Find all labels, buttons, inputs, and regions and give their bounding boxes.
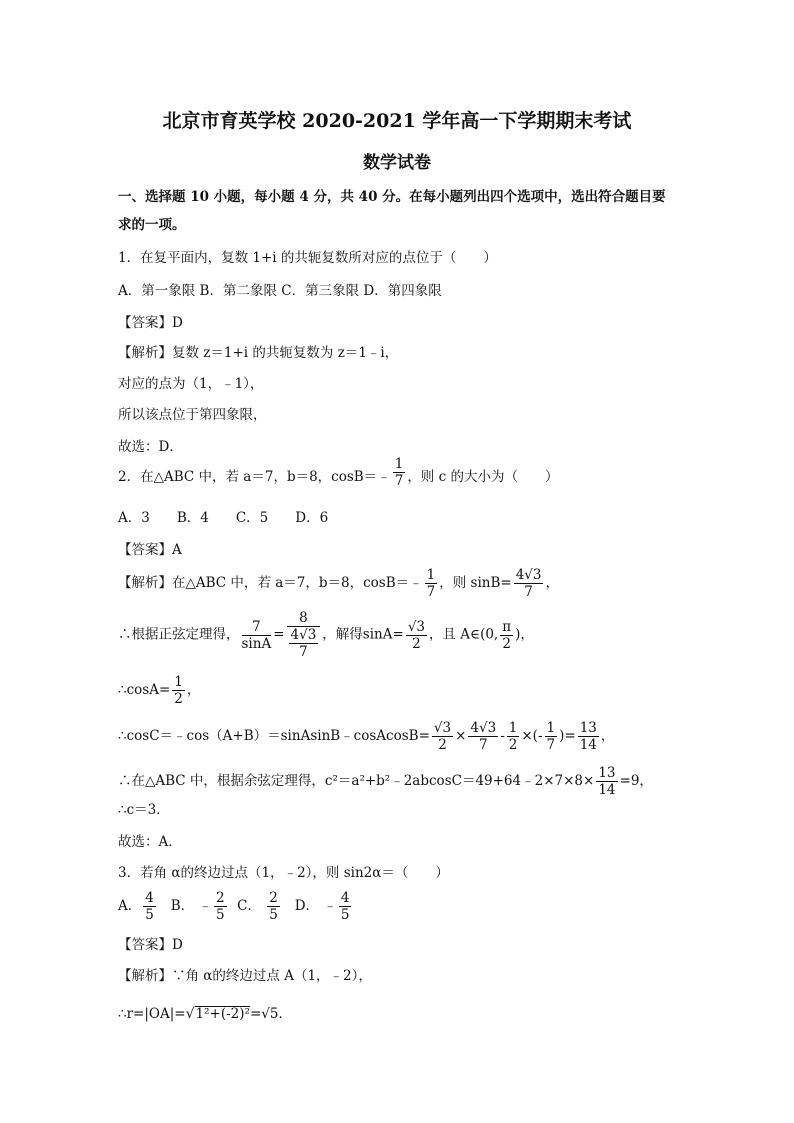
page-subtitle: 数学试卷 <box>363 153 431 173</box>
question-2-analysis: 【解析】在△ABC 中，若 a＝7，b＝8，cosB＝﹣ $\frac{1}{7}$ ，则 sinB= $\frac{4√3}{7}$ ， <box>118 567 559 600</box>
question-2-cosA: ∴cosA= $\frac{1}{2}$ ， <box>118 674 201 707</box>
question-2-conclusion: 故选：A． <box>118 834 182 850</box>
analysis-text: 复数 z＝1+i 的共轭复数为 z＝1﹣i， <box>172 345 399 361</box>
question-2-stem <box>118 456 559 489</box>
analysis-label: 【解析】 <box>118 345 172 361</box>
page-title: 北京市育英学校 2020-2021 学年高一下学期期末考试 <box>162 110 632 132</box>
analysis-label: 【解析】 <box>118 968 172 984</box>
question-3-stem: 3．若角 α的终边过点（1，﹣2），则 sin2α＝（ ） <box>118 865 449 881</box>
question-2-c-result: ∴c＝3． <box>118 802 170 818</box>
question-1-step1: 对应的点为（1，﹣1）， <box>118 376 264 392</box>
cosB-fraction: $\frac{1}{7}$ <box>426 567 436 600</box>
question-2-options: A．3 B．4 C．5 D．6 <box>118 510 329 526</box>
question-1-analysis <box>118 344 398 362</box>
sinA-fraction: $\frac{√3}{2}$ <box>407 618 426 652</box>
sinB-expr: sinB= $\frac{4√3}{7}$ <box>470 567 542 600</box>
q2-stem-fraction: $\frac{1}{7}$ <box>394 456 404 489</box>
question-1-conclusion: 故选：D． <box>118 439 183 455</box>
section-heading-line1: 一、选择题 10 小题，每小题 4 分，共 40 分。在每小题列出四个选项中，选出符合题目要 <box>118 189 666 205</box>
section-heading-line2: 求的一项。 <box>118 217 186 233</box>
analysis-label: 【解析】 <box>118 575 172 591</box>
question-1-stem: 1．在复平面内，复数 1+i 的共轭复数所对应的点位于（ ） <box>118 250 497 266</box>
question-1-options: A．第一象限 B．第二象限 C．第三象限 D．第四象限 <box>118 283 442 299</box>
q2-stem-b: ，则 c 的大小为（ ） <box>407 469 559 485</box>
question-3-analysis: 【解析】∵角 α的终边过点 A（1，﹣2）， <box>118 968 372 984</box>
question-3-radius: ∴r=|OA|=√1²+(-2)²=√5． <box>118 1006 292 1022</box>
question-2-sine-law: ∴根据正弦定理得， $\frac{7}{\sin A}$ = $\frac{8}{\frac{4√3}{7}}$ ，解得sinA= $\frac{√3}{2}$ ，且 A∈(0, $\frac{\pi}{2}$ )， <box>118 610 534 660</box>
question-2-answer: 【答案】A <box>118 542 182 558</box>
question-1-answer: 【答案】D <box>118 315 183 331</box>
question-1-step2: 所以该点位于第四象限， <box>118 407 267 423</box>
question-3-answer: 【答案】D <box>118 937 183 953</box>
ratio-left: $\frac{7}{\sin A}$ <box>241 618 272 652</box>
q2-stem-a: 2．在△ABC 中，若 a＝7，b＝8，cosB＝﹣ <box>118 469 391 485</box>
question-2-cosine-law: ∴在△ABC 中，根据余弦定理得，c²＝a²+b²﹣2abcosC＝49+64﹣2×7×8× $\frac{13}{14}$ =9， <box>118 765 653 798</box>
ratio-right: $\frac{8}{\frac{4√3}{7}}$ <box>287 610 321 660</box>
question-2-cosC: ∴cosC＝﹣cos（A+B）＝sinAsinB﹣cosAcosB= $\frac{√3}{2}$ × $\frac{4√3}{7}$ - $\frac{1}{2}$ ×(- $\frac{1}{7}$ )= $\frac{13}{14}$ ， <box>118 720 615 753</box>
question-3-options: A． $\frac{4}{5}$ B． ﹣ $\frac{2}{5}$ C． $\frac{2}{5}$ D． ﹣ $\frac{4}{5}$ <box>118 890 350 923</box>
pi-half: $\frac{\pi}{2}$ <box>502 618 512 652</box>
